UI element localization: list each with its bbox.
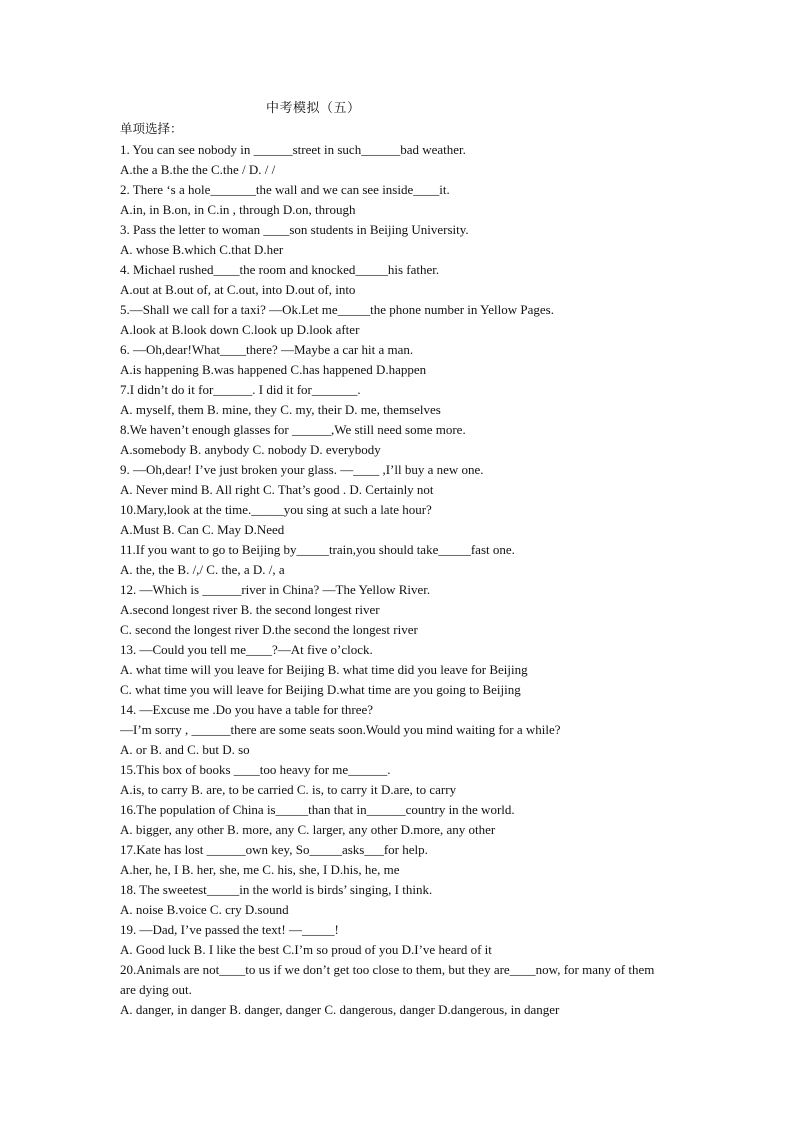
question-line: 16.The population of China is_____than that in______country in the world. bbox=[120, 802, 515, 817]
question-line: 13. —Could you tell me____?—At five o’clock. bbox=[120, 642, 373, 657]
question-line: 10.Mary,look at the time._____you sing at such a late hour? bbox=[120, 502, 432, 517]
answer-options: A.Must B. Can C. May D.Need bbox=[120, 522, 285, 537]
question-line: 17.Kate has lost ______own key, So_____asks___for help. bbox=[120, 842, 428, 857]
answer-options: A. bigger, any other B. more, any C. larger, any other D.more, any other bbox=[120, 822, 496, 837]
question-line: 4. Michael rushed____the room and knocked_____his father. bbox=[120, 262, 440, 277]
question-line: 7.I didn’t do it for______. I did it for_______. bbox=[120, 382, 361, 397]
question-line: 20.Animals are not____to us if we don’t get too close to them, but they are____now, for many of them are dying out. bbox=[120, 962, 655, 997]
answer-options: A.her, he, I B. her, she, me C. his, she, I D.his, he, me bbox=[120, 862, 400, 877]
question-list bbox=[120, 140, 680, 1020]
answer-options: A. what time will you leave for Beijing B. what time did you leave for Beijing bbox=[120, 662, 528, 677]
question-line: 15.This box of books ____too heavy for me______. bbox=[120, 762, 391, 777]
question-line: 6. —Oh,dear!What____there? —Maybe a car hit a man. bbox=[120, 342, 414, 357]
question-line: 1. You can see nobody in ______street in such______bad weather. bbox=[120, 142, 466, 157]
answer-options: A. whose B.which C.that D.her bbox=[120, 242, 284, 257]
question-line: 9. —Oh,dear! I’ve just broken your glass. —____ ,I’ll buy a new one. bbox=[120, 462, 484, 477]
answer-options: C. what time you will leave for Beijing D.what time are you going to Beijing bbox=[120, 682, 521, 697]
answer-options: A.out at B.out of, at C.out, into D.out of, into bbox=[120, 282, 356, 297]
question-line: 5.—Shall we call for a taxi? —Ok.Let me_____the phone number in Yellow Pages. bbox=[120, 302, 554, 317]
question-line: —I’m sorry , ______there are some seats soon.Would you mind waiting for a while? bbox=[120, 722, 561, 737]
answer-options: A.the a B.the the C.the / D. / / bbox=[120, 162, 276, 177]
answer-options: A.is, to carry B. are, to be carried C. is, to carry it D.are, to carry bbox=[120, 782, 457, 797]
answer-options: C. second the longest river D.the second the longest river bbox=[120, 622, 418, 637]
answer-options: A.look at B.look down C.look up D.look after bbox=[120, 322, 360, 337]
answer-options: A.in, in B.on, in C.in , through D.on, through bbox=[120, 202, 356, 217]
question-line: 18. The sweetest_____in the world is birds’ singing, I think. bbox=[120, 882, 433, 897]
question-line: 11.If you want to go to Beijing by_____train,you should take_____fast one. bbox=[120, 542, 515, 557]
question-line: 3. Pass the letter to woman ____son students in Beijing University. bbox=[120, 222, 469, 237]
answer-options: A. Good luck B. I like the best C.I’m so proud of you D.I’ve heard of it bbox=[120, 942, 492, 957]
question-line: 14. —Excuse me .Do you have a table for three? bbox=[120, 702, 374, 717]
answer-options: A. danger, in danger B. danger, danger C. dangerous, danger D.dangerous, in danger bbox=[120, 1002, 560, 1017]
question-line: 19. —Dad, I’ve passed the text! —_____! bbox=[120, 922, 339, 937]
page-title: 中考模拟（五） bbox=[266, 101, 361, 116]
answer-options: A.is happening B.was happened C.has happened D.happen bbox=[120, 362, 427, 377]
section-heading: 单项选择： bbox=[120, 121, 183, 136]
answer-options: A. the, the B. /,/ C. the, a D. /, a bbox=[120, 562, 285, 577]
answer-options: A. Never mind B. All right C. That’s good . D. Certainly not bbox=[120, 482, 434, 497]
answer-options: A.somebody B. anybody C. nobody D. everybody bbox=[120, 442, 381, 457]
answer-options: A. myself, them B. mine, they C. my, their D. me, themselves bbox=[120, 402, 441, 417]
question-line: 2. There ‘s a hole_______the wall and we can see inside____it. bbox=[120, 182, 450, 197]
answer-options: A. or B. and C. but D. so bbox=[120, 742, 250, 757]
question-line: 8.We haven’t enough glasses for ______,We still need some more. bbox=[120, 422, 466, 437]
answer-options: A.second longest river B. the second longest river bbox=[120, 602, 380, 617]
answer-options: A. noise B.voice C. cry D.sound bbox=[120, 902, 289, 917]
question-line: 12. —Which is ______river in China? —The Yellow River. bbox=[120, 582, 431, 597]
